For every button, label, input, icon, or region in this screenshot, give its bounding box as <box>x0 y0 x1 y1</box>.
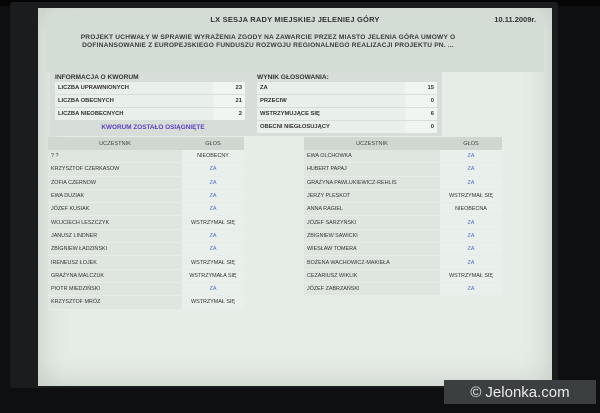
participant-vote: ZA <box>440 243 502 256</box>
participant-vote: NIEOBECNA <box>440 203 502 216</box>
vote-header: GŁOS <box>182 137 244 150</box>
result-value: 0 <box>405 95 437 108</box>
session-date: 10.11.2009r. <box>494 15 536 24</box>
participant-vote: WSTRZYMAŁ SIĘ <box>182 256 244 269</box>
participant-vote: ZA <box>182 163 244 176</box>
participant-name: GRAŻYNA PAWLUKIEWICZ-REHLIS <box>304 176 440 189</box>
participant-vote: ZA <box>182 282 244 295</box>
quorum-title: INFORMACJA O KWORUM <box>55 74 139 81</box>
participant-vote: ZA <box>182 189 244 202</box>
participant-header: UCZESTNIK <box>48 137 182 150</box>
vote-row <box>48 256 244 269</box>
participant-name: KRZYSZTOF CZERKASOW <box>48 163 182 176</box>
participant-name: WOJCIECH LESZCZYK <box>48 216 182 229</box>
vote-row <box>48 296 244 309</box>
participant-vote: ZA <box>182 243 244 256</box>
vote-row <box>304 216 502 229</box>
vote-row <box>48 243 244 256</box>
participant-name: JÓZEF SARZYŃSKI <box>304 216 440 229</box>
participant-name: JANUSZ LINDNER <box>48 229 182 242</box>
participant-vote: WSTRZYMAŁ SIĘ <box>182 296 244 309</box>
vote-row <box>304 176 502 189</box>
participant-name: EWA DUZIAK <box>48 189 182 202</box>
quorum-value: 23 <box>213 82 245 95</box>
quorum-label: LICZBA OBECNYCH <box>55 95 213 108</box>
participant-name: HUBERT PAPAJ <box>304 163 440 176</box>
vote-row <box>48 282 244 295</box>
participant-name: ZBIGNIEW SAWICKI <box>304 229 440 242</box>
participant-vote: ZA <box>440 163 502 176</box>
result-value: 0 <box>405 121 437 134</box>
result-row <box>257 82 437 95</box>
participant-vote: ZA <box>440 256 502 269</box>
participant-vote: WSTRZYMAŁ SIĘ <box>182 216 244 229</box>
participant-name: JÓZEF ZABRZAŃSKI <box>304 282 440 295</box>
result-table <box>257 82 437 134</box>
participant-name: CEZARIUSZ WIKLIK <box>304 269 440 282</box>
participant-vote: ZA <box>182 203 244 216</box>
vote-row <box>304 229 502 242</box>
participant-vote: WSTRZYMAŁA SIĘ <box>182 269 244 282</box>
vote-row <box>304 163 502 176</box>
result-row <box>257 108 437 121</box>
copyright-icon: © <box>470 383 482 401</box>
vote-row <box>48 176 244 189</box>
projection-screen-frame <box>10 2 558 388</box>
vote-row <box>48 229 244 242</box>
watermark <box>444 380 596 404</box>
participant-name: WIESŁAW TOMERA <box>304 243 440 256</box>
watermark-text: Jelonka.com <box>485 383 570 401</box>
vote-row <box>48 150 244 163</box>
participant-vote: WSTRZYMAŁ SIĘ <box>440 269 502 282</box>
vote-row <box>304 256 502 269</box>
participant-vote: ZA <box>182 176 244 189</box>
quorum-value: 21 <box>213 95 245 108</box>
quorum-row <box>55 82 245 95</box>
result-panel <box>252 72 442 136</box>
participant-vote: NIEOBECNY <box>182 150 244 163</box>
result-value: 6 <box>405 108 437 121</box>
left-vote-table <box>48 137 244 310</box>
participant-name: JERZY PLESKOT <box>304 189 440 202</box>
result-row <box>257 121 437 134</box>
participant-vote: ZA <box>440 229 502 242</box>
participant-vote: ZA <box>440 150 502 163</box>
result-label: OBECNI NIEGŁOSUJĄCY <box>257 121 405 134</box>
result-row <box>257 95 437 108</box>
participant-name: ZOFIA CZERNOW <box>48 176 182 189</box>
vote-row <box>304 203 502 216</box>
right-vote-table <box>304 137 502 296</box>
result-title: WYNIK GŁOSOWANIA: <box>257 74 329 81</box>
participant-vote: ZA <box>440 176 502 189</box>
participant-header: UCZESTNIK <box>304 137 440 150</box>
vote-row <box>304 282 502 295</box>
vote-row <box>304 150 502 163</box>
vote-row <box>48 269 244 282</box>
result-label: PRZECIW <box>257 95 405 108</box>
participant-name: PIOTR MIEDZIŃSKI <box>48 282 182 295</box>
quorum-row <box>55 95 245 108</box>
session-title: LX SESJA RADY MIEJSKIEJ JELENIEJ GÓRY <box>210 15 380 24</box>
quorum-status: KWORUM ZOSTAŁO OSIĄGNIĘTE <box>101 124 205 131</box>
vote-row <box>48 216 244 229</box>
quorum-row <box>55 108 245 121</box>
quorum-label: LICZBA UPRAWNIONYCH <box>55 82 213 95</box>
participant-vote: ZA <box>440 216 502 229</box>
participant-name: JÓZEF KUSIAK <box>48 203 182 216</box>
vote-header: GŁOS <box>440 137 502 150</box>
participant-vote: WSTRZYMAŁ SIĘ <box>440 189 502 202</box>
result-label: WSTRZYMUJĄCE SIĘ <box>257 108 405 121</box>
participant-name: BOŻENA WACHOWICZ-MAKIEŁA <box>304 256 440 269</box>
left-vote-list <box>48 137 244 310</box>
participant-vote: ZA <box>182 229 244 242</box>
quorum-label: LICZBA NIEOBECNYCH <box>55 108 213 121</box>
participant-name: GRAŻYNA MALCZUK <box>48 269 182 282</box>
vote-row <box>48 189 244 202</box>
vote-row <box>48 203 244 216</box>
participant-name: KRZYSZTOF MRÓZ <box>48 296 182 309</box>
participant-name: ANNA RAGIEL <box>304 203 440 216</box>
result-label: ZA <box>257 82 405 95</box>
voting-display <box>38 8 552 386</box>
vote-row <box>304 189 502 202</box>
participant-name: EWA OLCHOWKA <box>304 150 440 163</box>
motion-header <box>46 12 544 72</box>
participant-name: IRENEUSZ ŁOJEK <box>48 256 182 269</box>
vote-row <box>304 269 502 282</box>
participant-name: ZBIGNIEW ŁADZIŃSKI <box>48 243 182 256</box>
vote-row <box>304 243 502 256</box>
participant-name: ? ? <box>48 150 182 163</box>
quorum-table <box>55 82 245 121</box>
right-vote-list <box>304 137 502 296</box>
quorum-value: 2 <box>213 108 245 121</box>
vote-row <box>48 163 244 176</box>
motion-text: PROJEKT UCHWAŁY W SPRAWIE WYRAŻENIA ZGODY NA ZAWARCIE PRZEZ MIASTO JELENIA GÓRA UMOWY O DOFINANSOWANIE Z EUROPEJSKIEGO FUNDUSZU ROZWOJU REGIONALNEGO REALIZACJI PROJEKTU PN. ... <box>80 34 456 50</box>
result-value: 15 <box>405 82 437 95</box>
participant-vote: ZA <box>440 282 502 295</box>
